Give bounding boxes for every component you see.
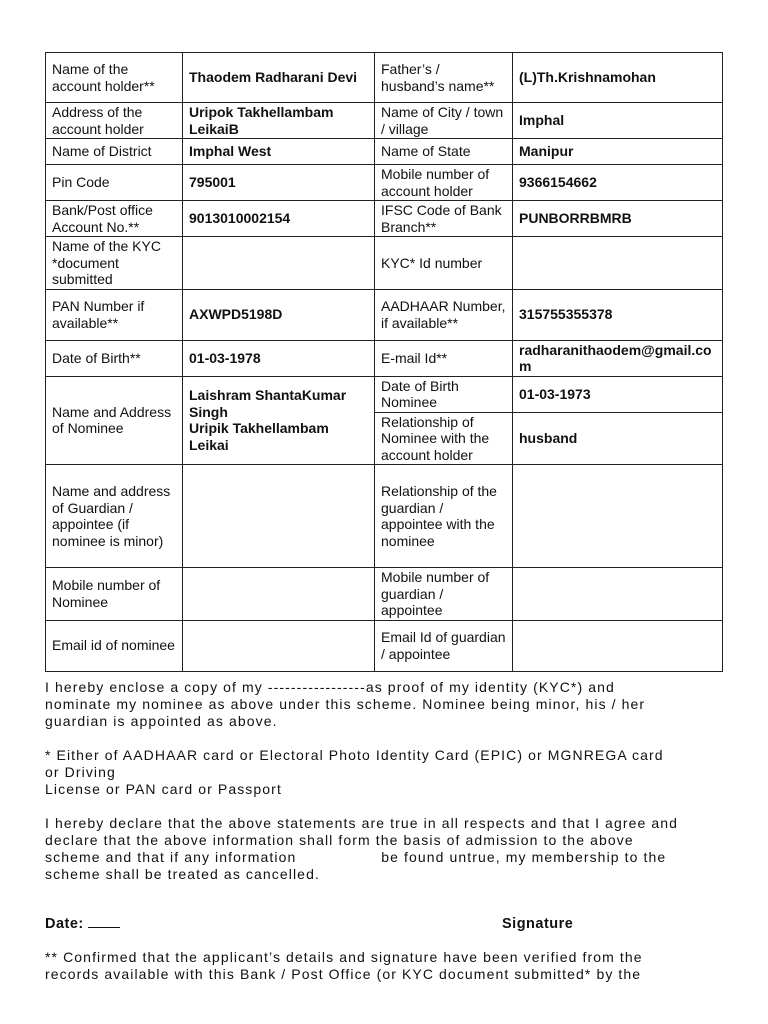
value-city: Imphal	[513, 103, 723, 139]
value-kyc-document	[183, 237, 375, 290]
value-account-holder-name: Thaodem Radharani Devi	[183, 53, 375, 103]
text-line: declare that the above information shall form the basis of admission to the above	[45, 832, 634, 848]
value-father-husband-name: (L)Th.Krishnamohan	[513, 53, 723, 103]
identity-declaration-paragraph	[45, 679, 722, 730]
text-line: License or PAN card or Passport	[45, 781, 282, 797]
label-father-husband-name: Father’s / husband’s name**	[375, 53, 513, 103]
value-aadhaar: 315755355378	[513, 289, 723, 340]
label-guardian-email: Email Id of guardian / appointee	[375, 620, 513, 671]
label-nominee-relationship: Relationship of Nominee with the account holder	[375, 412, 513, 465]
label-district: Name of District	[46, 139, 183, 165]
value-guardian	[183, 465, 375, 568]
label-nominee-dob: Date of Birth Nominee	[375, 376, 513, 412]
table-row	[46, 201, 723, 237]
label-ifsc: IFSC Code of Bank Branch**	[375, 201, 513, 237]
value-email: radharanithaodem@gmail.com	[513, 340, 723, 376]
label-nominee-mobile: Mobile number of Nominee	[46, 568, 183, 621]
label-city: Name of City / town / village	[375, 103, 513, 139]
text-line: records available with this Bank / Post Office (or KYC document submitted* by the	[45, 966, 642, 982]
label-account-no: Bank/Post office Account No.**	[46, 201, 183, 237]
text-line: nominate my nominee as above under this scheme. Nominee being minor, his / her	[45, 696, 646, 712]
label-guardian-mobile: Mobile number of guardian / appointee	[375, 568, 513, 621]
value-nominee-email	[183, 620, 375, 671]
label-guardian: Name and address of Guardian / appointee (if nominee is minor)	[46, 465, 183, 568]
value-guardian-mobile	[513, 568, 723, 621]
date-field	[45, 916, 120, 932]
text-line: or Driving	[45, 764, 116, 780]
text-line: scheme and that if any information be found untrue, my membership to the	[45, 849, 667, 865]
table-row	[46, 465, 723, 568]
text-line: * Either of AADHAAR card or Electoral Photo Identity Card (EPIC) or MGNREGA card	[45, 747, 664, 763]
value-state: Manipur	[513, 139, 723, 165]
table-row	[46, 165, 723, 201]
label-kyc-id: KYC* Id number	[375, 237, 513, 290]
table-row	[46, 340, 723, 376]
label-account-holder-name: Name of the account holder**	[46, 53, 183, 103]
nominee-name: Laishram ShantaKumar Singh	[189, 387, 347, 420]
label-dob: Date of Birth**	[46, 340, 183, 376]
label-nominee-email: Email id of nominee	[46, 620, 183, 671]
text-line: ** Confirmed that the applicant’s details and signature have been verified from the	[45, 949, 643, 965]
truth-declaration-paragraph	[45, 815, 722, 883]
table-row	[46, 139, 723, 165]
account-form-table	[45, 52, 723, 672]
table-row	[46, 53, 723, 103]
value-pan: AXWPD5198D	[183, 289, 375, 340]
table-row	[46, 103, 723, 139]
label-address: Address of the account holder	[46, 103, 183, 139]
text-line: I hereby enclose a copy of my -----------------as proof of my identity (KYC*) and	[45, 679, 615, 695]
label-pan: PAN Number if available**	[46, 289, 183, 340]
label-mobile: Mobile number of account holder	[375, 165, 513, 201]
table-row	[46, 376, 723, 412]
label-kyc-document: Name of the KYC *document submitted	[46, 237, 183, 290]
label-nominee: Name and Address of Nominee	[46, 376, 183, 465]
signature-label: Signature	[502, 916, 574, 932]
value-mobile: 9366154662	[513, 165, 723, 201]
verification-paragraph	[45, 949, 722, 983]
value-nominee-mobile	[183, 568, 375, 621]
value-guardian-relationship	[513, 465, 723, 568]
value-district: Imphal West	[183, 139, 375, 165]
value-nominee-relationship: husband	[513, 412, 723, 465]
table-row	[46, 237, 723, 290]
label-guardian-relationship: Relationship of the guardian / appointee with the nominee	[375, 465, 513, 568]
value-dob: 01-03-1978	[183, 340, 375, 376]
text-line: scheme shall be treated as cancelled.	[45, 866, 320, 882]
value-ifsc: PUNBORRBMRB	[513, 201, 723, 237]
nominee-address: Uripik Takhellambam Leikai	[189, 420, 329, 453]
text-line: I hereby declare that the above statements are true in all respects and that I agree and	[45, 815, 679, 831]
label-state: Name of State	[375, 139, 513, 165]
table-row	[46, 568, 723, 621]
value-kyc-id	[513, 237, 723, 290]
value-account-no: 9013010002154	[183, 201, 375, 237]
value-pin-code: 795001	[183, 165, 375, 201]
table-row	[46, 289, 723, 340]
label-pin-code: Pin Code	[46, 165, 183, 201]
label-email: E-mail Id**	[375, 340, 513, 376]
date-label: Date:	[45, 916, 84, 932]
kyc-footnote-paragraph	[45, 747, 722, 798]
value-nominee-dob: 01-03-1973	[513, 376, 723, 412]
value-nominee	[183, 376, 375, 465]
value-guardian-email	[513, 620, 723, 671]
date-blank-line	[88, 916, 120, 928]
table-row	[46, 620, 723, 671]
label-aadhaar: AADHAAR Number, if available**	[375, 289, 513, 340]
value-address: Uripok Takhellambam LeikaiB	[183, 103, 375, 139]
text-line: guardian is appointed as above.	[45, 713, 278, 729]
